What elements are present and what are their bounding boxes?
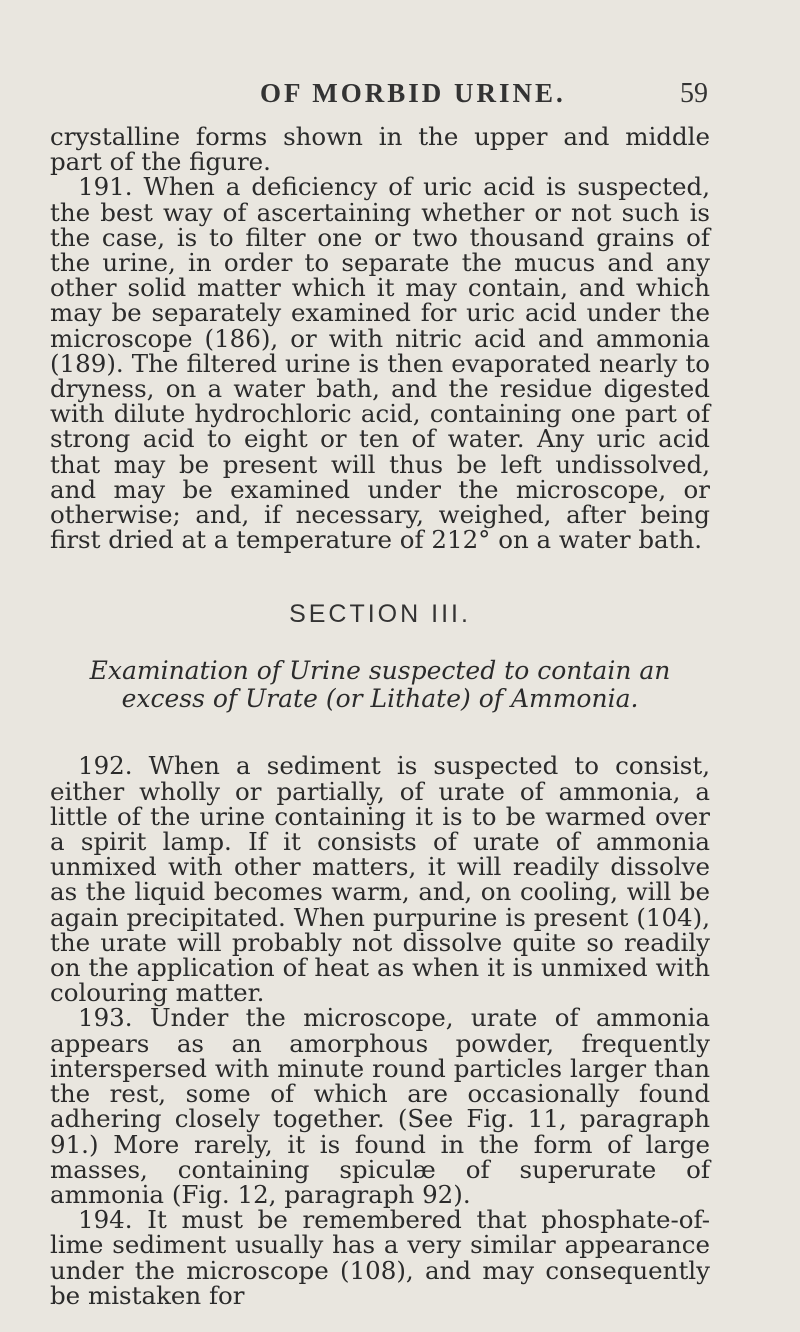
running-head: OF MORBID URINE. — [260, 78, 566, 108]
paragraph-continuation: crystalline forms shown in the upper and middle part of the figure. — [50, 122, 710, 177]
paragraph-192: 192. When a sediment is suspected to consist, either wholly or partially, of urate of ammonia, a little of the urine containing it is to be warmed over a spirit lamp. If it consists of urate of ammonia unmixed with other matters, it will readily dissolve as the liquid becomes warm, and, on cooling, will be again precipitated. When purpurine is present (104), the urate will probably not dissolve quite so readily on the application of heat as when it is unmixed with colouring matter. — [50, 751, 710, 1008]
paragraph-194: 194. It must be remembered that phosphate-of-lime sediment usually has a very similar appearance under the microscope (108), and may consequently be mistaken for — [50, 1205, 710, 1310]
paragraph-193: 193. Under the microscope, urate of ammonia appears as an amorphous powder, frequently interspersed with minute round particles larger than the rest, some of which are occasionally found adhering closely together. (See Fig. 11, paragraph 91.) More rarely, it is found in the form of large masses, containing spiculæ of superurate of ammonia (Fig. 12, paragraph 92). — [50, 1003, 710, 1209]
paragraph-191: 191. When a deficiency of uric acid is suspected, the best way of ascertaining whether or not such is the case, is to filter one or two thousand grains of the urine, in order to separate the mucus and any other solid matter which it may contain, and which may be separately examined for uric acid under the microscope (186), or with nitric acid and ammonia (189). The filtered urine is then evaporated nearly to dryness, on a water bath, and the residue digested with dilute hydrochloric acid, containing one part of strong acid to eight or ten of water. Any uric acid that may be present will thus be left undissolved, and may be examined under the microscope, or otherwise; and, if necessary, weighed, after being first dried at a temperature of 212° on a water bath. — [50, 172, 710, 555]
page-number: 59 — [680, 78, 708, 109]
section-heading: SECTION III. — [289, 600, 471, 629]
page-header — [0, 78, 800, 110]
section-subtitle: Examination of Urine suspected to contain an excess of Urate (or Lithate) of Ammonia. — [89, 656, 671, 714]
page-body — [50, 124, 710, 1308]
